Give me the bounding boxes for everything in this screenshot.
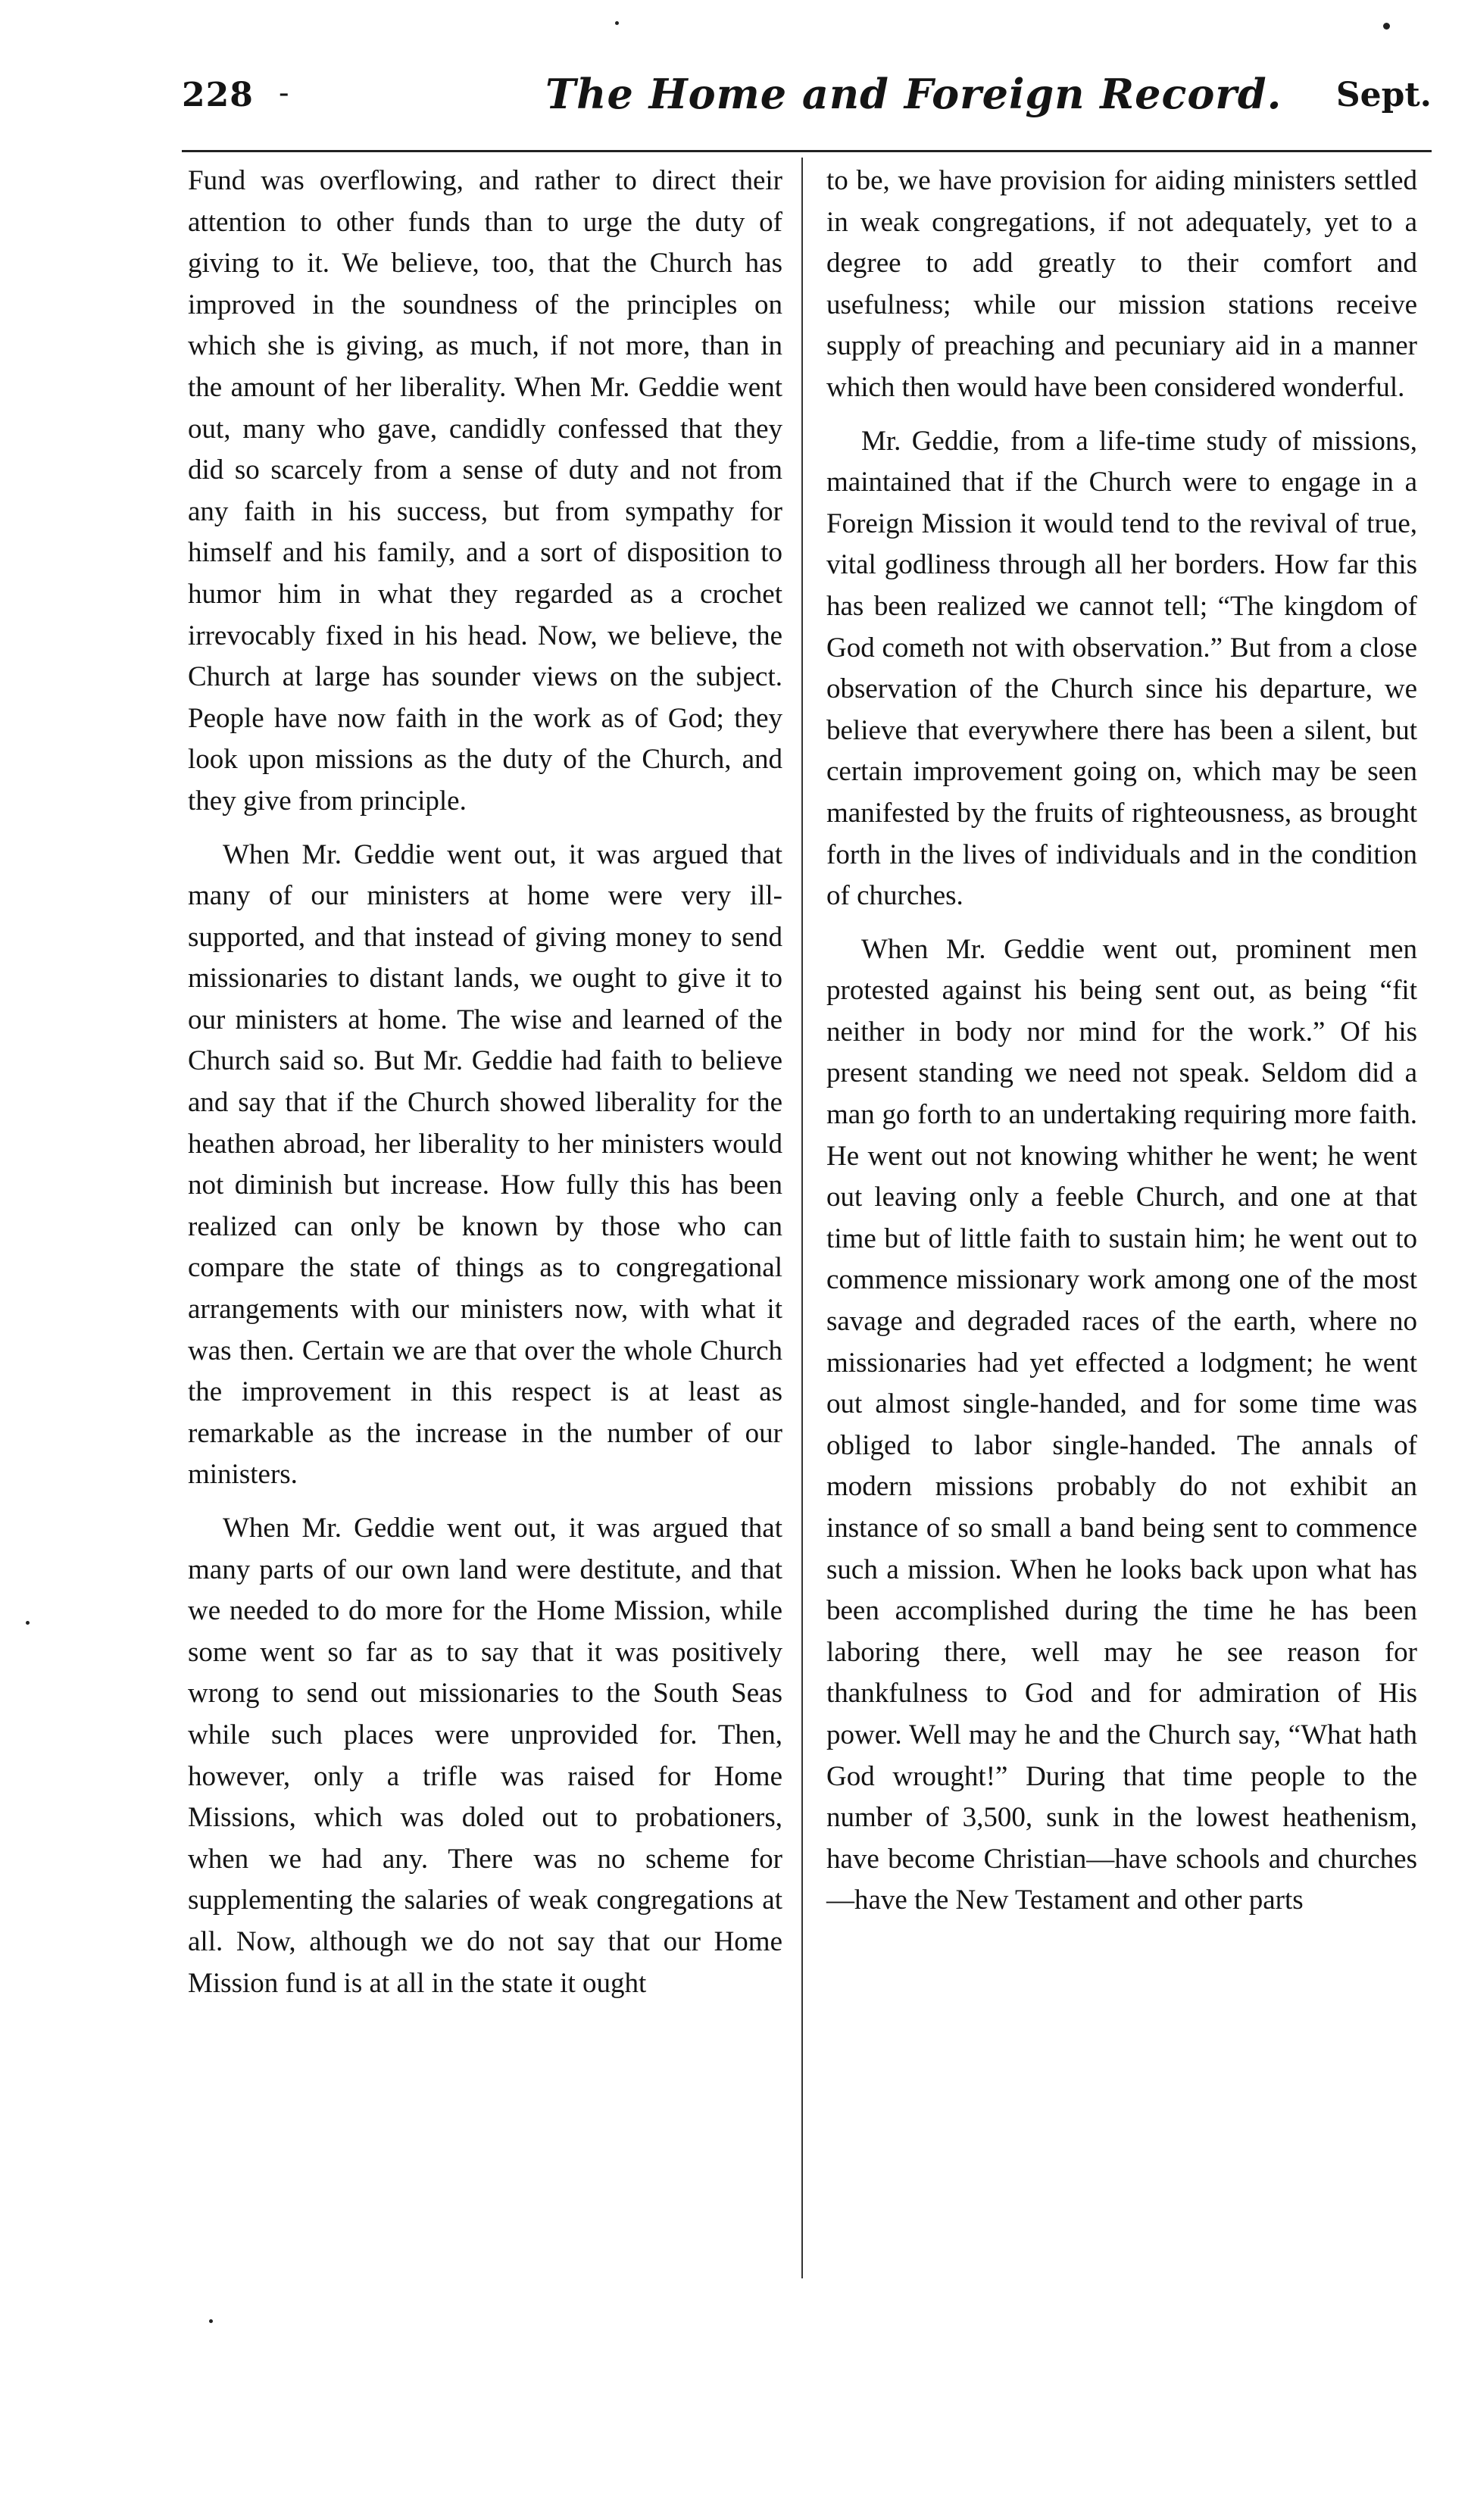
right-column [826,161,1417,1934]
paragraph: When Mr. Geddie went out, it was argued that many of our ministers at home were very ill-supported, and that instead of giving money to send missionaries to distant lands, we ought to give it to our ministers at home. The wise and learned of the Church said so. But Mr. Geddie had faith to believe and say that if the Church showed liberality for the heathen abroad, her liberality to her ministers would not diminish but increase. How fully this has been realized can only be known by those who can compare the state of things as to congregational arrangements with our ministers now, with what it was then. Certain we are that over the whole Church the improvement in this respect is at least as remarkable as the increase in the number of our ministers. [188,838,782,1491]
scan-speck [615,21,619,25]
paragraph: Mr. Geddie, from a life-time study of missions, maintained that if the Church were to engage in a Foreign Mission it would tend to the revival of true, vital godliness through all her borders. How far this has been realized we cannot tell; “The kingdom of God cometh not with observation.” But from a close observation of the Church since his departure, we believe that everywhere there has been a silent, but certain improvement going on, which may be seen manifested by the fruits of righteousness, as brought forth in the lives of individuals and in the condition of churches. [826,425,1417,912]
paragraph: Fund was overflowing, and rather to direct their attention to other funds than to urge the duty of giving to it. We believe, too, that the Church has improved in the soundness of the principles on which she is giving, as much, if not more, than in the amount of her liberality. When Mr. Geddie went out, many who gave, candidly confessed that they did so scarcely from a sense of duty and not from any faith in his success, but from sympathy for himself and his family, and a sort of disposition to humor him in what they regarded as a crochet irrevocably fixed in his head. Now, we believe, the Church at large has sounder views on the subject. People have now faith in the work as of God; they look upon missions as the duty of the Church, and they give from principle. [188,165,782,817]
page-number: 228 [182,76,254,114]
header-rule [182,150,1432,152]
scan-speck [209,2319,213,2323]
paragraph: When Mr. Geddie went out, it was argued that many parts of our own land were destitute, and that we needed to do more for the Home Mission, while some went so far as to say that it was positively wrong to send out missionaries to the South Seas while such places were unprovided for. Then, however, only a trifle was raised for Home Missions, which was doled out to probationers, when we had any. There was no scheme for supplementing the salaries of weak congregations at all. Now, although we do not say that our Home Mission fund is at all in the state it ought [188,1513,782,1999]
scan-speck [26,1621,30,1625]
issue-month: Sept. [1335,76,1432,114]
page-number-separator: - [279,76,289,111]
paragraph: When Mr. Geddie went out, prominent men protested against his being sent out, as being “fit neither in body nor mind for the work.” Of his present standing we need not speak. Seldom did a man go forth to an undertaking requiring more faith. He went out not knowing whither he went; he went out leaving only a feeble Church, and one at that time but of little faith to sustain him; he went out to commence missionary work among one of the most savage and degraded races of the earth, where no missionaries had yet effected a lodgment; he went out almost single-handed, and for some time was obliged to labor single-handed. The annals of modern missions probably do not exhibit an instance of so small a band being sent to commence such a mission. When he looks back upon what has been accomplished during the time he has been laboring there, well may he see reason for thankfulness to God and for admiration of His power. Well may he and the Church say, “What hath God wrought!” During that time people to the number of 3,500, sunk in the lowest heathenism, have become Christian—have schools and churches —have the New Testament and other parts [826,933,1417,1916]
left-column [188,161,782,2016]
running-header [182,70,1432,138]
column-divider [801,158,803,2278]
journal-title: The Home and Foreign Record. [545,70,1282,118]
paragraph: to be, we have provision for aiding ministers settled in weak congregations, if not adequately, yet to a degree to add greatly to their comfort and usefulness; while our mission stations receive supply of preaching and pecuniary aid in a manner which then would have been considered wonderful. [826,165,1417,403]
scan-speck [1383,23,1390,30]
